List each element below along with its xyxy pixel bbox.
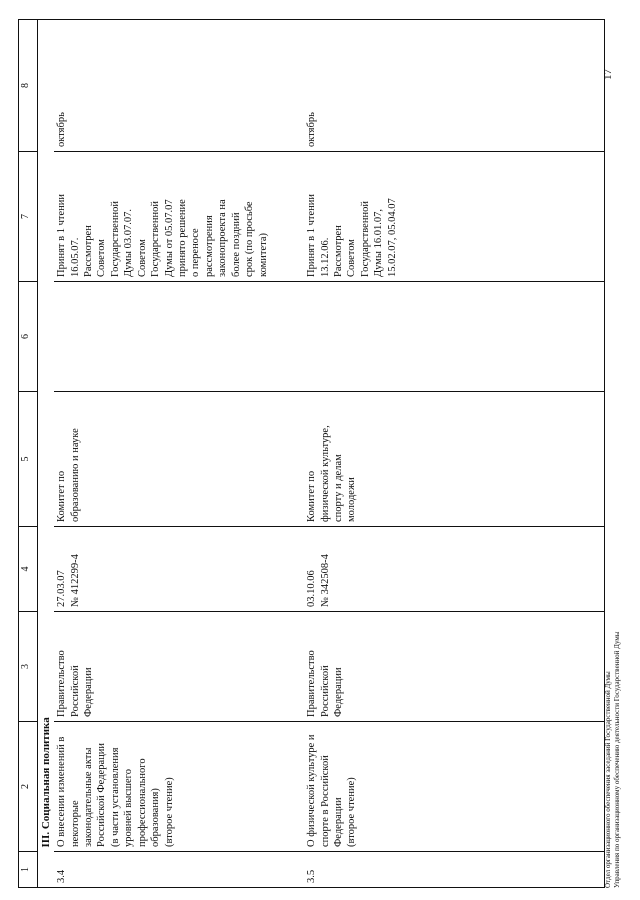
responsible-committee: Комитет по физической культуре, спорту и делам молодежи (304, 392, 604, 527)
header-col-4: 4 (19, 527, 38, 612)
col6-cell (54, 282, 304, 392)
row-number: 3.4 (54, 852, 304, 888)
table-row (304, 20, 604, 888)
header-col-1: 1 (19, 852, 38, 888)
header-col-7: 7 (19, 152, 38, 282)
bill-status: Принят в 1 чтении 16.05.07. Рассмотрен Советом Государственной Думы 03.07.07. Советом Государственной Думы от 05.07.07 принято решение о переносе рассмотрения законопроекта на более поздний срок (по просьбе комитета) (54, 152, 304, 282)
section-filler (38, 20, 55, 612)
bill-initiator: Правительство Российской Федерации (304, 612, 604, 722)
table-row (54, 20, 304, 888)
page-number: 17 (602, 69, 614, 80)
header-col-3: 3 (19, 612, 38, 722)
bill-title: О внесении изменений в некоторые законодательные акты Российской Федерации (в части установления уровней высшего профессионального образования) (второе чтение) (54, 722, 304, 852)
footer (604, 632, 623, 888)
header-col-2: 2 (19, 722, 38, 852)
section-row (38, 20, 55, 888)
col6-cell (304, 282, 604, 392)
footer-directorate: Управления по организационному обеспечению деятельности Государственной Думы (613, 631, 622, 888)
header-col-5: 5 (19, 392, 38, 527)
header-col-6: 6 (19, 282, 38, 392)
bill-title: О физической культуре и спорте в Российской Федерации (второе чтение) (304, 722, 604, 852)
header-row (19, 20, 38, 888)
responsible-committee: Комитет по образованию и науке (54, 392, 304, 527)
section-spacer (38, 852, 55, 888)
bill-initiator: Правительство Российской Федерации (54, 612, 304, 722)
bill-registration: 27.03.07 № 412299-4 (54, 527, 304, 612)
bill-period: октябрь (304, 20, 604, 152)
bill-status: Принят в 1 чтении 13.12.06. Рассмотрен Советом Государственной Думы 16.01.07, 15.02.07, 05.04.07 (304, 152, 604, 282)
row-number: 3.5 (304, 852, 604, 888)
header-col-8: 8 (19, 20, 38, 152)
section-title: III. Социальная политика (40, 717, 52, 848)
footer-department: Отдел организационного обеспечения заседаний Государственной Думы (604, 671, 612, 888)
bill-period: октябрь (54, 20, 304, 152)
agenda-table (18, 19, 605, 888)
bill-registration: 03.10.06 № 342508-4 (304, 527, 604, 612)
